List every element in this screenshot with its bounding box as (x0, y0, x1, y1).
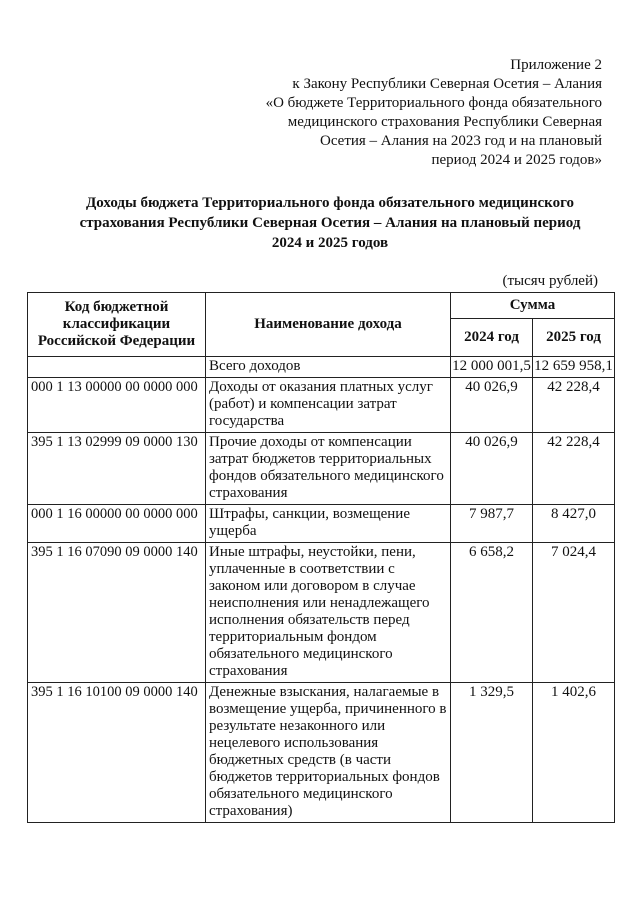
cell-2025: 42 228,4 (533, 433, 615, 505)
appendix-block (222, 56, 602, 170)
cell-name: Иные штрафы, неустойки, пени, уплаченные в соответствии с законом или договором в случае неисполнения или ненадлежащего исполнения обязательств перед территориальным фондом обязательного медицинского страхования (206, 543, 451, 683)
cell-name: Всего доходов (206, 357, 451, 378)
cell-2024: 7 987,7 (451, 505, 533, 543)
cell-2025: 42 228,4 (533, 378, 615, 433)
appendix-line: к Закону Республики Северная Осетия – Алания (292, 76, 602, 92)
header-name: Наименование дохода (206, 293, 451, 357)
cell-name: Штрафы, санкции, возмещение ущерба (206, 505, 451, 543)
cell-code: 000 1 16 00000 00 0000 000 (28, 505, 206, 543)
table-row (28, 505, 615, 543)
cell-2024: 1 329,5 (451, 683, 533, 823)
table-row (28, 543, 615, 683)
revenue-table (27, 292, 615, 823)
table-row (28, 683, 615, 823)
document-title (60, 193, 600, 253)
cell-code: 395 1 16 10100 09 0000 140 (28, 683, 206, 823)
cell-code: 395 1 16 07090 09 0000 140 (28, 543, 206, 683)
cell-code: 000 1 13 00000 00 0000 000 (28, 378, 206, 433)
appendix-line: Осетия – Алания на 2023 год и на плановый (319, 133, 602, 149)
cell-2025: 8 427,0 (533, 505, 615, 543)
cell-name: Прочие доходы от компенсации затрат бюджетов территориальных фондов обязательного медицинского страхования (206, 433, 451, 505)
title-line: 2024 и 2025 годов (271, 235, 389, 251)
appendix-line: медицинского страхования Республики Северная (287, 114, 602, 130)
cell-2024: 6 658,2 (451, 543, 533, 683)
table-row (28, 433, 615, 505)
table-row (28, 378, 615, 433)
cell-2024: 40 026,9 (451, 433, 533, 505)
cell-name: Доходы от оказания платных услуг (работ) и компенсации затрат государства (206, 378, 451, 433)
header-code: Код бюджетной классификации Российской Федерации (28, 293, 206, 357)
cell-code: 395 1 13 02999 09 0000 130 (28, 433, 206, 505)
cell-name: Денежные взыскания, налагаемые в возмещение ущерба, причиненного в результате незаконного или нецелевого использования бюджетных средств (в части бюджетов территориальных фондов обязательного медицинского страхования) (206, 683, 451, 823)
table-row (28, 357, 615, 378)
header-sum: Сумма (451, 293, 615, 319)
header-year-2025: 2025 год (533, 319, 615, 357)
appendix-line: Приложение 2 (510, 57, 602, 73)
cell-code (28, 357, 206, 378)
appendix-line: «О бюджете Территориального фонда обязательного (265, 95, 602, 111)
cell-2025: 7 024,4 (533, 543, 615, 683)
title-line: Доходы бюджета Территориального фонда обязательного медицинского (85, 195, 575, 211)
cell-2025: 1 402,6 (533, 683, 615, 823)
table-header-row (28, 293, 615, 319)
appendix-line: период 2024 и 2025 годов» (431, 152, 602, 168)
title-line: страхования Республики Северная Осетия – Алания на плановый период (79, 215, 581, 231)
units-label: (тысяч рублей) (502, 273, 598, 289)
cell-2024: 40 026,9 (451, 378, 533, 433)
cell-2024: 12 000 001,5 (451, 357, 533, 378)
header-year-2024: 2024 год (451, 319, 533, 357)
cell-2025: 12 659 958,1 (533, 357, 615, 378)
